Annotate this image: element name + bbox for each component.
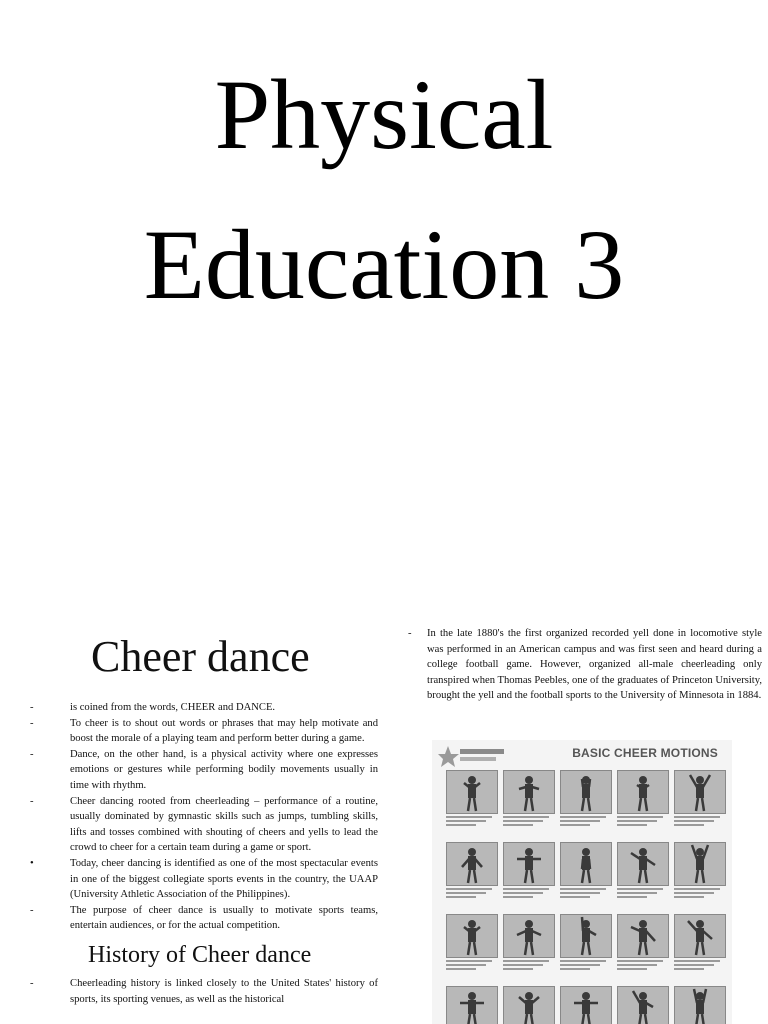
history-list — [28, 976, 378, 1007]
motion-caption — [503, 888, 555, 910]
list-item-text: Today, cheer dancing is identified as one of the most spectacular events in one of the biggest collegiate sports events in the country, the UAAP (University Athletic Association of the Philippines). — [70, 857, 378, 901]
bullet-mark: • — [30, 857, 34, 869]
cheerleader-figure-icon — [561, 771, 611, 813]
motion-caption — [617, 816, 669, 838]
motion-caption — [617, 888, 669, 910]
list-item-text: The purpose of cheer dance is usually to motivate sports teams, entertain audiences, or for the actual competition. — [70, 904, 378, 932]
motion-row — [446, 842, 726, 910]
motion-photo — [560, 770, 612, 814]
list-item — [28, 856, 378, 903]
cheerleader-figure-icon — [561, 843, 611, 885]
motion-photo — [560, 986, 612, 1024]
motion-card — [446, 842, 498, 910]
cheer-dance-heading: Cheer dance — [91, 632, 310, 681]
motion-card — [503, 842, 555, 910]
cheerleader-figure-icon — [504, 987, 554, 1024]
motion-photo — [560, 914, 612, 958]
cheerleader-figure-icon — [618, 771, 668, 813]
motion-photo — [446, 914, 498, 958]
motion-caption — [446, 960, 498, 982]
cheerleader-figure-icon — [447, 771, 497, 813]
motion-card — [503, 914, 555, 982]
motion-row — [446, 914, 726, 982]
motion-caption — [446, 888, 498, 910]
title-line-1: Physical — [214, 59, 554, 170]
list-item — [28, 903, 378, 934]
list-item-text: Cheerleading history is linked closely to the United States' history of sports, its sporting venues, as well as the historical — [70, 977, 378, 1005]
motion-caption — [674, 816, 726, 838]
motion-row — [446, 986, 726, 1024]
motion-card — [560, 842, 612, 910]
motion-photo — [617, 914, 669, 958]
motion-photo — [503, 842, 555, 886]
motion-photo — [617, 770, 669, 814]
motion-card — [617, 914, 669, 982]
bullet-mark: - — [30, 702, 34, 713]
motion-caption — [560, 816, 612, 838]
cheerleader-figure-icon — [675, 987, 725, 1024]
motion-caption — [617, 960, 669, 982]
bullet-mark: - — [30, 717, 34, 729]
motion-row — [446, 770, 726, 838]
list-item-text: Cheer dancing rooted from cheerleading – performance of a routine, usually dominated by gymnastic skills such as jumps, tumbling skills, lifts and tosses combined with shouting of cheers and yells to lead the crowd to cheer for a certain team during a game or sport. — [70, 795, 378, 854]
cheerleader-figure-icon — [447, 987, 497, 1024]
motion-card — [503, 770, 555, 838]
cheerleader-figure-icon — [561, 987, 611, 1024]
cheerleader-figure-icon — [675, 843, 725, 885]
cheerleader-figure-icon — [504, 843, 554, 885]
cheerleader-figure-icon — [675, 771, 725, 813]
motion-card — [560, 770, 612, 838]
list-item — [28, 794, 378, 856]
page-title — [0, 40, 768, 340]
motion-photo — [503, 770, 555, 814]
motion-photo — [503, 914, 555, 958]
nca-star-logo-icon — [438, 744, 508, 770]
motion-caption — [674, 960, 726, 982]
list-item-text: is coined from the words, CHEER and DANCE. — [70, 702, 276, 713]
motion-card — [503, 986, 555, 1024]
bullet-mark: - — [30, 977, 34, 989]
list-item — [28, 716, 378, 747]
motion-card — [617, 770, 669, 838]
history-paragraph — [408, 626, 762, 704]
motion-photo — [503, 986, 555, 1024]
list-item — [28, 747, 378, 794]
motion-photo — [617, 986, 669, 1024]
list-item — [28, 976, 378, 1007]
cheerleader-figure-icon — [447, 843, 497, 885]
motion-card — [674, 770, 726, 838]
motion-photo — [674, 770, 726, 814]
motion-card — [560, 914, 612, 982]
title-line-2: Education 3 — [143, 209, 625, 320]
motion-photo — [560, 842, 612, 886]
motion-photo — [617, 842, 669, 886]
cheer-dance-list — [28, 700, 378, 934]
motion-caption — [560, 888, 612, 910]
bullet-mark: - — [30, 904, 34, 916]
cheerleader-figure-icon — [504, 771, 554, 813]
list-item — [28, 700, 378, 716]
list-item-text: To cheer is to shout out words or phrases that may help motivate and boost the morale of a playing team and perform better during a game. — [70, 717, 378, 745]
motion-photo — [674, 986, 726, 1024]
cheerleader-figure-icon — [561, 915, 611, 957]
motion-photo — [446, 770, 498, 814]
motion-card — [446, 770, 498, 838]
right-column — [408, 626, 762, 704]
motion-grid — [446, 770, 726, 1024]
motion-photo — [674, 914, 726, 958]
cheerleader-figure-icon — [675, 915, 725, 957]
motion-card — [674, 986, 726, 1024]
cheerleader-figure-icon — [504, 915, 554, 957]
motion-card — [560, 986, 612, 1024]
motion-caption — [446, 816, 498, 838]
motion-photo — [674, 842, 726, 886]
motion-caption — [560, 960, 612, 982]
motion-caption — [674, 888, 726, 910]
motion-caption — [503, 816, 555, 838]
motion-card — [674, 914, 726, 982]
bullet-mark: - — [30, 748, 34, 760]
bullet-mark: - — [30, 795, 34, 807]
bullet-mark: - — [408, 628, 412, 639]
motion-card — [617, 986, 669, 1024]
paragraph-text: In the late 1880's the first organized recorded yell done in locomotive style was performed in an American campus and was first seen and heard during a college football game. However, organized all-male cheerleading only transpired when Thomas Peebles, one of the graduates of Princeton University, brought the yell and the football sports to the University of Minnesota in 1884. — [427, 628, 762, 702]
cheer-motions-poster — [432, 740, 732, 1024]
poster-title: BASIC CHEER MOTIONS — [572, 746, 718, 760]
motion-card — [446, 986, 498, 1024]
motion-card — [674, 842, 726, 910]
left-column — [28, 628, 378, 1007]
motion-photo — [446, 986, 498, 1024]
motion-caption — [503, 960, 555, 982]
cheerleader-figure-icon — [618, 915, 668, 957]
cheerleader-figure-icon — [618, 987, 668, 1024]
cheerleader-figure-icon — [447, 915, 497, 957]
motion-card — [446, 914, 498, 982]
cheerleader-figure-icon — [618, 843, 668, 885]
list-item-text: Dance, on the other hand, is a physical activity where one expresses emotions or gestures while performing bodily movements usually in time with rhythm. — [70, 748, 378, 791]
motion-card — [617, 842, 669, 910]
motion-photo — [446, 842, 498, 886]
history-heading: History of Cheer dance — [88, 941, 312, 968]
